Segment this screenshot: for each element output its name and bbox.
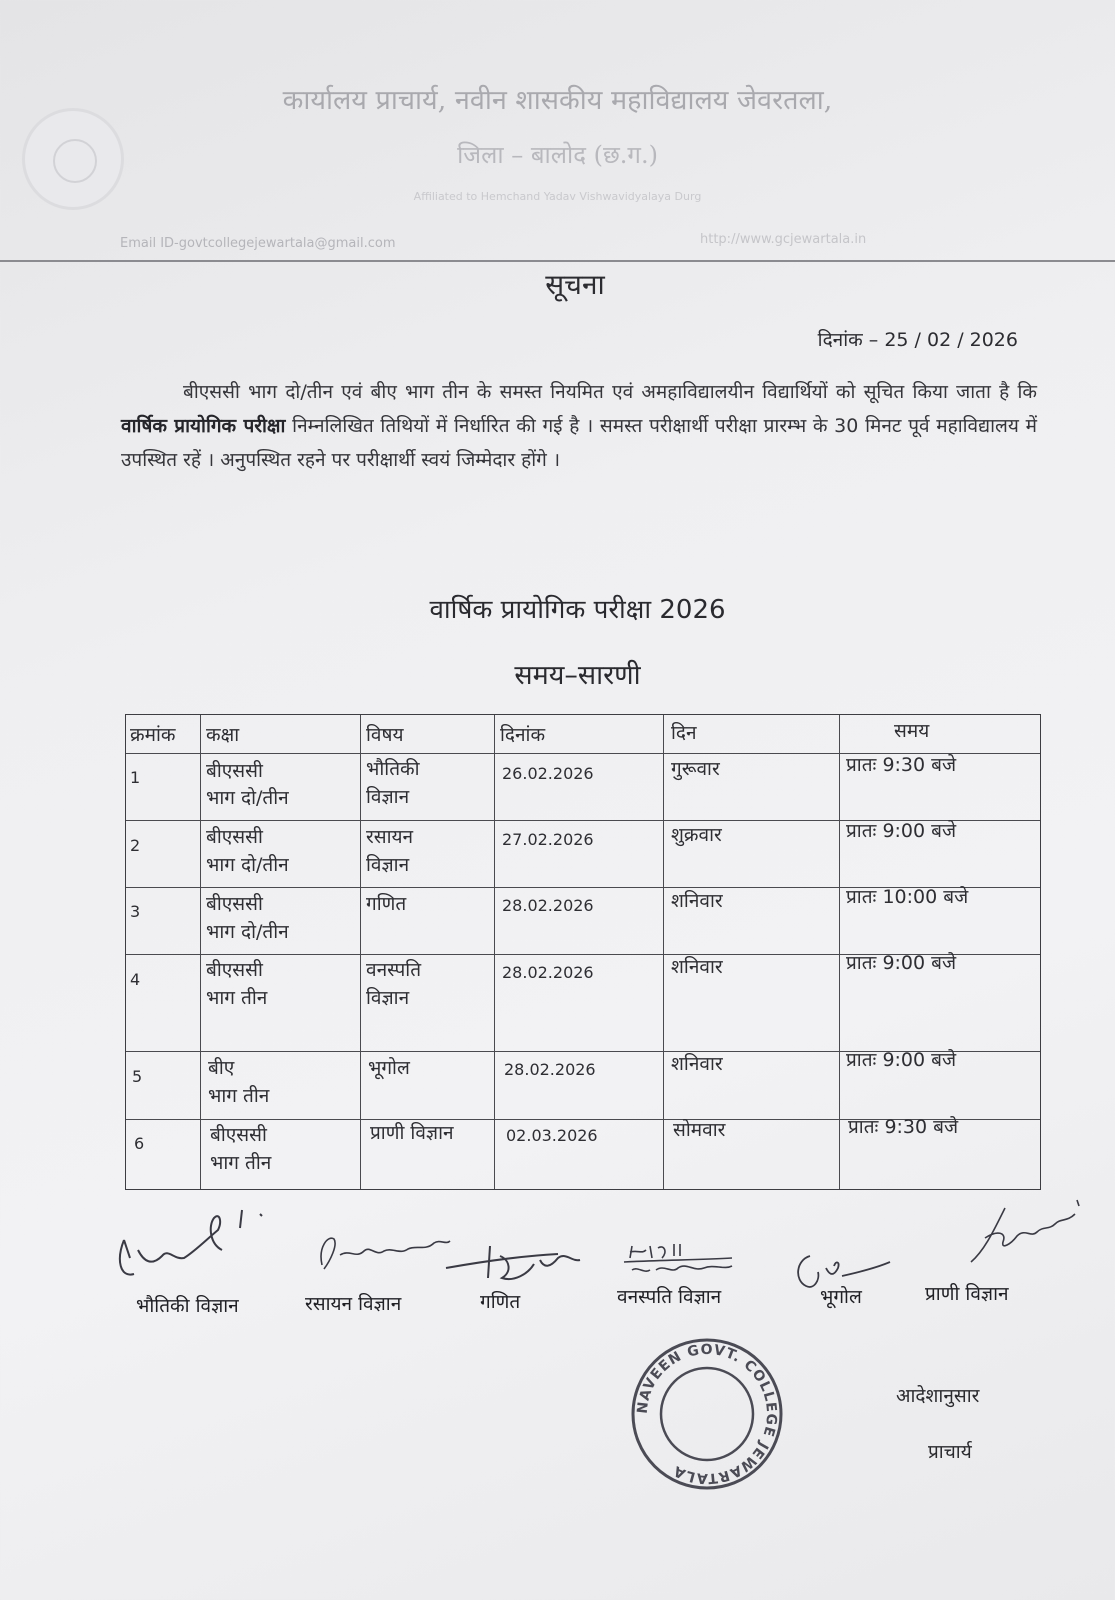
- table-cell-time: प्रातः 9:30 बजे: [846, 754, 957, 776]
- table-cell-class-2: भाग तीन: [210, 1152, 272, 1174]
- table-cell-sno: 1: [130, 768, 141, 787]
- notice-body-text-2: निम्नलिखित तिथियों में निर्धारित की गई है । समस्त परीक्षार्थी परीक्षा प्रारम्भ के 30 मिनट पूर्व महाविद्यालय में उपस्थित रहें । अनुपस्थित रहने पर परीक्षार्थी स्वयं जिम्मेदार होंगे ।: [121, 415, 1037, 471]
- signature-label-chemistry: रसायन विज्ञान: [305, 1293, 402, 1315]
- schedule-table: [125, 714, 1041, 1190]
- table-cell-time: प्रातः 10:00 बजे: [846, 886, 969, 908]
- table-cell-day: शनिवार: [671, 890, 723, 912]
- table-cell-class: बीएससी: [206, 826, 263, 848]
- table-cell-time: प्रातः 9:00 बजे: [846, 1049, 957, 1071]
- col-header-class: कक्षा: [206, 724, 240, 746]
- by-order-text: आदेशानुसार: [896, 1385, 980, 1407]
- table-cell-date: 26.02.2026: [502, 764, 594, 783]
- table-cell-day: शनिवार: [671, 1053, 723, 1075]
- col-header-sno: क्रमांक: [130, 724, 176, 746]
- email-line: Email ID-govtcollegejewartala@gmail.com: [120, 236, 396, 251]
- district-line: जिला – बालोद (छ.ग.): [457, 141, 658, 169]
- table-cell-day: शुक्रवार: [671, 824, 722, 846]
- table-cell-class-2: भाग तीन: [208, 1085, 270, 1107]
- affiliation-line: Affiliated to Hemchand Yadav Vishwavidyalaya Durg: [413, 190, 702, 203]
- table-cell-class: बीएससी: [206, 959, 263, 981]
- table-cell-subject-2: विज्ञान: [366, 854, 410, 876]
- office-title: कार्यालय प्राचार्य, नवीन शासकीय महाविद्यालय जेवरतला,: [282, 85, 833, 116]
- maths-signature: [440, 1238, 590, 1293]
- physics-signature: [110, 1200, 280, 1290]
- col-header-day: दिन: [671, 722, 697, 744]
- signature-label-zoology: प्राणी विज्ञान: [925, 1283, 1009, 1305]
- table-cell-class-2: भाग दो/तीन: [206, 787, 289, 809]
- table-cell-class-2: भाग दो/तीन: [206, 921, 289, 943]
- table-cell-day: सोमवार: [673, 1119, 726, 1141]
- table-cell-class: बीएससी: [210, 1124, 267, 1146]
- table-cell-time: प्रातः 9:00 बजे: [846, 820, 957, 842]
- svg-text:NAVEEN GOVT. COLLEGE JEWARTALA: [635, 1342, 780, 1486]
- table-cell-date: 27.02.2026: [502, 830, 594, 849]
- table-cell-class-2: भाग तीन: [206, 987, 268, 1009]
- signature-label-physics: भौतिकी विज्ञान: [136, 1295, 239, 1317]
- col-header-date: दिनांक: [500, 724, 546, 746]
- seal-text: NAVEEN GOVT. COLLEGE JEWARTALA: [634, 1341, 780, 1487]
- table-cell-time: प्रातः 9:30 बजे: [848, 1116, 959, 1138]
- col-header-time: समय: [894, 720, 930, 742]
- notice-date: दिनांक – 25 / 02 / 2026: [817, 329, 1018, 351]
- zoology-signature: [945, 1198, 1095, 1268]
- table-cell-date: 28.02.2026: [504, 1060, 596, 1079]
- table-cell-sno: 3: [130, 902, 141, 921]
- table-cell-class-2: भाग दो/तीन: [206, 854, 289, 876]
- table-cell-day: शनिवार: [671, 956, 723, 978]
- table-cell-date: 28.02.2026: [502, 963, 594, 982]
- chemistry-signature: [310, 1225, 460, 1280]
- table-cell-time: प्रातः 9:00 बजे: [846, 952, 957, 974]
- header-divider: [0, 260, 1115, 262]
- schedule-subtitle: समय–सारणी: [514, 660, 641, 691]
- website-line: http://www.gcjewartala.in: [700, 232, 867, 247]
- table-cell-subject: वनस्पति: [366, 959, 422, 981]
- table-cell-subject: प्राणी विज्ञान: [370, 1122, 454, 1144]
- table-cell-class: बीएससी: [206, 760, 263, 782]
- notice-body-bold: वार्षिक प्रायोगिक परीक्षा: [121, 415, 286, 437]
- table-cell-subject: गणित: [366, 893, 407, 915]
- table-cell-sno: 2: [130, 836, 141, 855]
- table-cell-day: गुरूवार: [671, 758, 720, 780]
- table-cell-subject: भौतिकी: [366, 758, 420, 780]
- notice-body-text-1: बीएससी भाग दो/तीन एवं बीए भाग तीन के समस्त नियमित एवं अमहाविद्यालयीन विद्यार्थियों को सूचित किया जाता है कि: [183, 381, 1037, 403]
- table-cell-sno: 5: [132, 1067, 143, 1086]
- signature-label-botany: वनस्पति विज्ञान: [617, 1286, 722, 1308]
- table-cell-subject: रसायन: [366, 826, 414, 848]
- table-cell-subject: भूगोल: [368, 1057, 410, 1079]
- notice-body: [121, 375, 1037, 477]
- col-header-subject: विषय: [366, 724, 404, 746]
- table-cell-class: बीए: [208, 1057, 235, 1079]
- table-cell-subject-2: विज्ञान: [366, 786, 410, 808]
- principal-title: प्राचार्य: [928, 1441, 972, 1463]
- table-cell-sno: 6: [134, 1134, 145, 1153]
- notice-title: सूचना: [545, 268, 605, 301]
- signature-label-maths: गणित: [480, 1291, 521, 1313]
- table-cell-subject-2: विज्ञान: [366, 987, 410, 1009]
- table-cell-date: 02.03.2026: [506, 1126, 598, 1145]
- college-seal: [628, 1335, 786, 1493]
- table-cell-sno: 4: [130, 970, 141, 989]
- signature-label-geography: भूगोल: [820, 1286, 862, 1308]
- schedule-title: वार्षिक प्रायोगिक परीक्षा 2026: [429, 595, 726, 625]
- table-cell-date: 28.02.2026: [502, 896, 594, 915]
- table-cell-class: बीएससी: [206, 893, 263, 915]
